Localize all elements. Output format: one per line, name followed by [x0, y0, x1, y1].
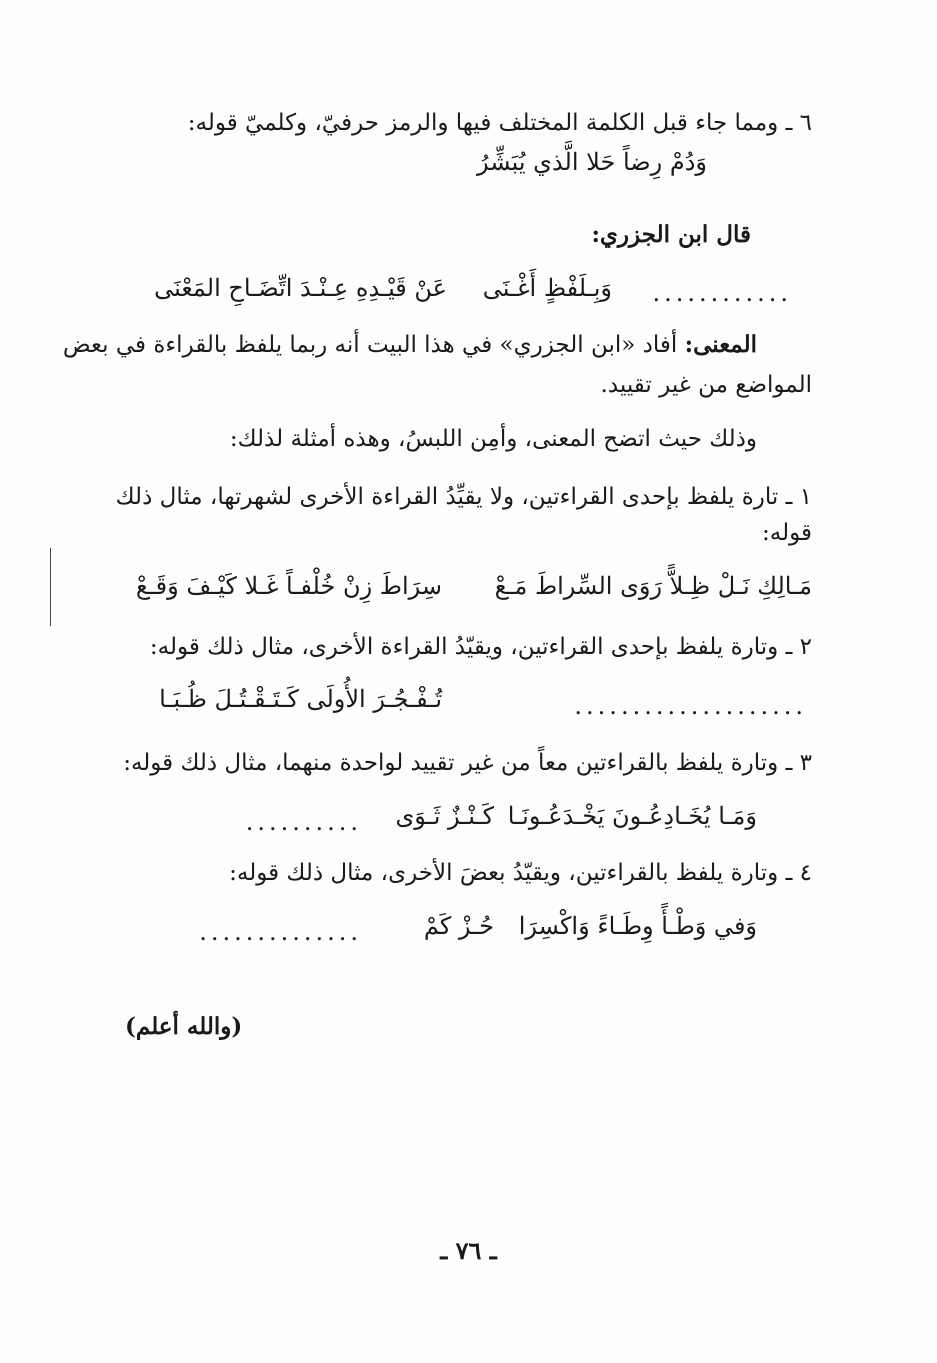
meaning-text-1: أفاد «ابن الجزري» في هذا البيت أنه ربما يلفظ بالقراءة في بعض — [62, 332, 678, 358]
example-1-verse-a: مَـالِكِ نَـلْ ظِـلاًّ رَوَى السِّراطَ مَـعْ — [494, 572, 812, 600]
page-number: ـ ٧٦ ـ — [440, 1236, 497, 1265]
example-4-verse-a: وَفي وَطْـأً وِطَـاءً وَاكْسِرَا — [518, 912, 757, 940]
example-3-dots: .......... — [245, 808, 362, 836]
example-4-verse-b: حُـزْ كَمْ — [423, 912, 494, 940]
item-6-verse: وَدُمْ رِضاً حَلا الَّذي يُبَشِّرُ — [476, 148, 707, 176]
verse-1-dots: ............ — [652, 279, 792, 307]
example-2-line-1: ٢ ـ وتارة يلفظ بإحدى القراءتين، ويقيّدُ القراءة الأخرى، مثال ذلك قوله: — [149, 634, 812, 660]
example-3-verse-b: كَـنْـزٌ ثَـوَى — [395, 802, 494, 830]
closing-phrase: (والله أعلم) — [125, 1013, 243, 1040]
example-2-dots: .................... — [574, 692, 807, 720]
example-2-verse: تُـفْـجُـرَ الأُولَى كَـتَـقْـتُـلَ ظُـبَـا — [159, 685, 442, 713]
example-1-line-2: قوله: — [762, 520, 812, 546]
verse-1-hemistich-b: عَنْ قَيْـدِهِ عِـنْـدَ اتِّضَـاحِ المَعْنَى — [154, 274, 447, 302]
meaning-line-3: وذلك حيث اتضح المعنى، وأمِن اللبسُ، وهذه أمثلة لذلك: — [229, 426, 757, 452]
margin-mark — [50, 548, 51, 626]
meaning-line-1 — [63, 330, 757, 360]
section-heading: قال ابن الجزري: — [591, 221, 751, 248]
example-3-line-1: ٣ ـ وتارة يلفظ بالقراءتين معاً من غير تقييد لواحدة منهما، مثال ذلك قوله: — [123, 750, 812, 776]
verse-1-hemistich-a: وَبِـلَفْظٍ أَغْـنَى — [482, 274, 612, 302]
example-3-verse-a: وَمَـا يُخَـادِعُـونَ يَخْـدَعُـونَـا — [507, 802, 757, 830]
example-1-verse-b: سِرَاطَ زِنْ خُلْفـاً غَـلا كَيْـفَ وَقَـعْ — [135, 572, 442, 600]
example-4-dots: .............. — [199, 918, 362, 946]
example-1-line-1: ١ ـ تارة يلفظ بإحدى القراءتين، ولا يقيِّدُ القراءة الأخرى لشهرتها، مثال ذلك — [115, 484, 812, 510]
example-4-line-1: ٤ ـ وتارة يلفظ بالقراءتين، ويقيّدُ بعضَ الأخرى، مثال ذلك قوله: — [229, 860, 812, 886]
meaning-label: المعنى: — [684, 331, 757, 358]
meaning-line-2: المواضع من غير تقييد. — [600, 372, 812, 398]
item-6-text: ٦ ـ ومما جاء قبل الكلمة المختلف فيها والرمز حرفيّ، وكلميّ قوله: — [187, 110, 812, 136]
